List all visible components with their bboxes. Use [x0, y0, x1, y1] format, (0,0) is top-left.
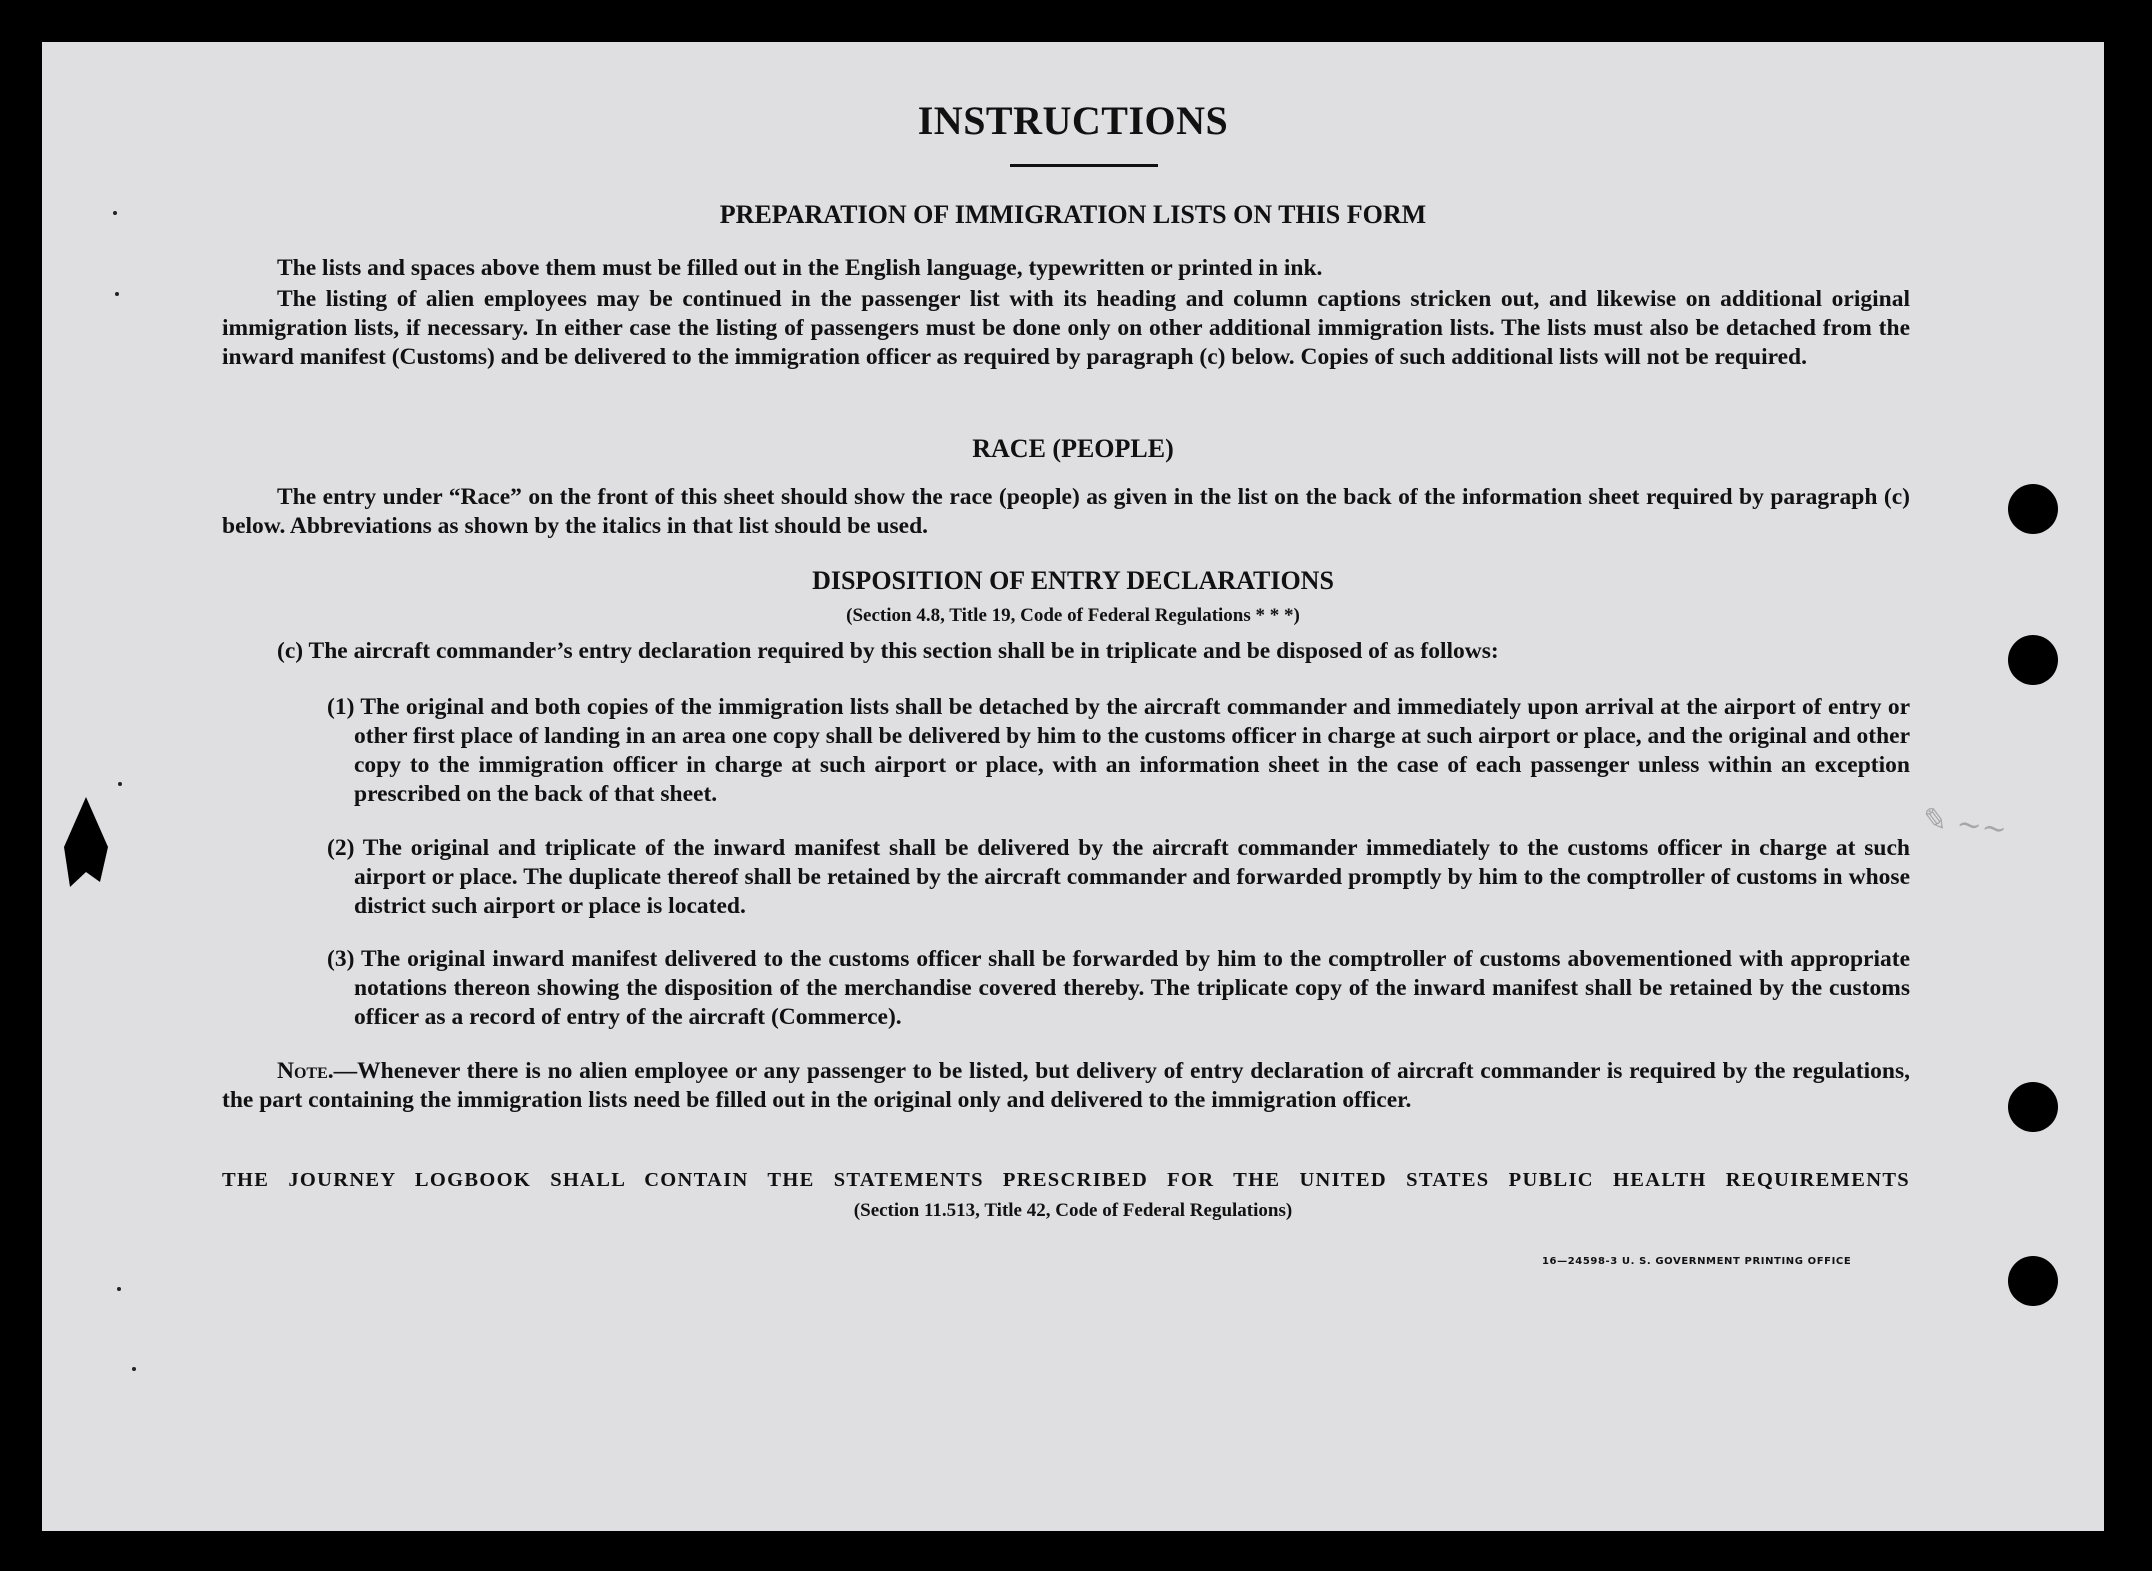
page-title: INSTRUCTIONS	[917, 98, 1229, 143]
preparation-paragraph-2: The listing of alien employees may be continued in the passenger list with its heading and column captions stricken out, and likewise on additional original immigration lists, if necessary. In either case the listing of passengers must be done only on other additional immigration lists. The lists must also be detached from the inward manifest (Customs) and be delivered to the immigration officer as required by paragraph (c) below. Copies of such additional lists will not be required.	[222, 286, 1910, 370]
disposition-intro: (c) The aircraft commander’s entry declaration required by this section shall be in triplicate and be disposed of as follows:	[277, 638, 1499, 664]
punch-hole	[2008, 635, 2058, 685]
disposition-subheading: (Section 4.8, Title 19, Code of Federal Regulations * * *)	[846, 605, 1300, 626]
preparation-paragraph-1: The lists and spaces above them must be filled out in the English language, typewritten or printed in ink.	[277, 255, 1323, 281]
punch-hole	[2008, 1082, 2058, 1132]
disposition-item-3: (3) The original inward manifest delivered to the customs officer shall be forwarded by him to the comptroller of customs abovementioned with appropriate notations thereon showing the disposition of the merchandise covered thereby. The triplicate copy of the inward manifest shall be retained by the customs officer as a record of entry of the aircraft (Commerce).	[327, 946, 1910, 1030]
speck	[115, 292, 119, 296]
note-lead: Note.	[277, 1058, 334, 1084]
race-heading: RACE (PEOPLE)	[972, 434, 1174, 463]
logbook-citation: (Section 11.513, Title 42, Code of Federal Regulations)	[853, 1200, 1293, 1221]
speck	[118, 782, 122, 786]
preparation-heading: PREPARATION OF IMMIGRATION LISTS ON THIS FORM	[719, 200, 1427, 229]
punch-hole	[2008, 484, 2058, 534]
logbook-statement: THE JOURNEY LOGBOOK SHALL CONTAIN THE STATEMENTS PRESCRIBED FOR THE UNITED STATES PUBLIC HEALTH REQUIREMENTS	[222, 1169, 1910, 1191]
disposition-item-1: (1) The original and both copies of the immigration lists shall be detached by the aircraft commander and immediately upon arrival at the airport of entry or other first place of landing in an area one copy shall be delivered by him to the customs officer in charge at such airport or place, and the original and other copy to the immigration officer in charge at such airport or place, with an information sheet in the case of each passenger unless within an exception prescribed on the back of that sheet.	[327, 694, 1910, 807]
race-paragraph: The entry under “Race” on the front of this sheet should show the race (people) as given in the list on the back of the information sheet required by paragraph (c) below. Abbreviations as shown by the italics in that list should be used.	[222, 484, 1910, 539]
note-text: —Whenever there is no alien employee or any passenger to be listed, but delivery of entry declaration of aircraft commander is required by the regulations, the part containing the immigration lists need be filled out in the original only and delivered to the immigration officer.	[222, 1058, 1910, 1113]
speck	[117, 1287, 121, 1291]
note-paragraph	[222, 1057, 1910, 1115]
speck	[113, 211, 117, 215]
disposition-item-2: (2) The original and triplicate of the inward manifest shall be delivered by the aircraft commander immediately to the customs officer in charge at such airport or place. The duplicate thereof shall be retained by the aircraft commander and forwarded promptly by him to the comptroller of customs in whose district such airport or place is located.	[327, 835, 1910, 919]
speck	[132, 1367, 136, 1371]
punch-hole	[2008, 1256, 2058, 1306]
title-underline	[1010, 164, 1158, 167]
document-page	[42, 42, 2104, 1531]
torn-edge-mark	[56, 792, 116, 902]
disposition-heading: DISPOSITION OF ENTRY DECLARATIONS	[812, 566, 1334, 595]
show-through-marks: ✎ ∼∼	[1919, 801, 2009, 848]
printing-office-code: 16—24598-3 U. S. GOVERNMENT PRINTING OFFICE	[1542, 1256, 1852, 1267]
